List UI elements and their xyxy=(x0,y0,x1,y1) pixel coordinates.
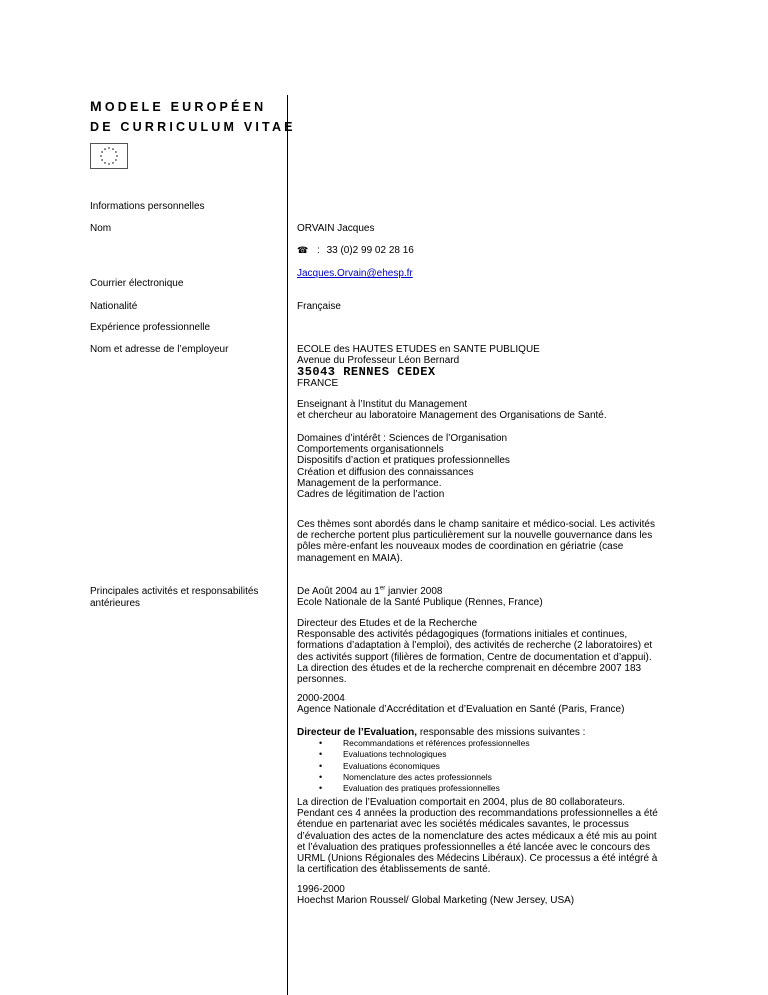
employer-role: Enseignant à l’Institut du Management et chercheur au laboratoire Management des Organisations de Santé. xyxy=(297,399,607,422)
list-item: • Evaluations économiques xyxy=(297,761,687,772)
employer-name: ECOLE des HAUTES ETUDES en SANTE PUBLIQUE xyxy=(297,344,540,355)
employer-country: FRANCE xyxy=(297,378,339,390)
label-nationality: Nationalité xyxy=(90,301,138,312)
period-2-dates: 2000-2004 xyxy=(297,693,345,704)
nationality-value: Française xyxy=(297,301,341,312)
list-item: • Nomenclature des actes professionnels xyxy=(297,772,687,783)
label-email: Courrier électronique xyxy=(90,278,184,289)
period-3 xyxy=(297,884,687,906)
period-3-org: Hoechst Marion Roussel/ Global Marketing (New Jersey, USA) xyxy=(297,895,575,907)
list-item: • Evaluations technologiques xyxy=(297,749,687,760)
column-divider xyxy=(287,95,288,995)
period-2-role: Directeur de l’Evaluation, responsable des missions suivantes : • Recommandations et références professionnelles • Evaluations technologiques • Evaluations économiques • Nomenclature des actes professionnels • Evaluation des pratiques professionnelles xyxy=(297,727,687,794)
list-item: Dispositifs d’action et pratiques professionnelles xyxy=(297,455,510,467)
themes-paragraph: Ces thèmes sont abordés dans le champ sanitaire et médico-social. Les activités de recherche portent plus particulièrement sur la nouvelle gouvernance dans les pôles mère-enfant les nouveaux modes de coordination en gériatrie (case management en MAIA). xyxy=(297,519,655,564)
period-2-description: La direction de l’Evaluation comportait en 2004, plus de 80 collaborateurs. Pendant ces 4 années la production des recommandations professionnelles a été étendue en partenariat avec les sociétés médicales savantes, le processus d’évaluation des actes de la nomenclature des actes médicaux a été mis au point et l’évaluation des pratiques professionnelles a été lancée avec le concours des URML (Unions Régionales des Médecins Libéraux). Ce processus a été intégré à la certification des établissements de santé. xyxy=(297,797,658,876)
period-1 xyxy=(297,586,687,608)
label-personal-info: Informations personnelles xyxy=(90,201,205,212)
list-item: Création et diffusion des connaissances xyxy=(297,466,474,478)
phone-number: 33 (0)2 99 02 28 16 xyxy=(326,245,414,256)
label-name: Nom xyxy=(90,223,112,234)
list-item: Domaines d’intérêt : Sciences de l’Organisation xyxy=(297,433,508,444)
period-2-org: Agence Nationale d’Accréditation et d’Evaluation en Santé (Paris, France) xyxy=(297,704,625,716)
label-employer: Nom et adresse de l’employeur xyxy=(90,344,229,355)
period-3-dates: 1996-2000 xyxy=(297,884,345,895)
list-item: Cadres de légitimation de l’action xyxy=(297,489,445,501)
employer-street: Avenue du Professeur Léon Bernard xyxy=(297,355,460,367)
eu-flag-icon xyxy=(90,143,128,169)
person-name: ORVAIN Jacques xyxy=(297,223,375,234)
title-line-1: MODELE EUROPÉEN xyxy=(90,98,267,114)
label-experience: Expérience professionnelle xyxy=(90,322,211,333)
period-2 xyxy=(297,693,687,715)
period-1-dates: De Août 2004 au 1er janvier 2008 xyxy=(297,585,443,597)
missions-list xyxy=(297,738,687,794)
phone-line: ☎ : 33 (0)2 99 02 28 16 xyxy=(297,245,414,256)
list-item: • Recommandations et références professionnelles xyxy=(297,738,687,749)
employer-city: 35043 RENNES CEDEX xyxy=(297,365,436,380)
cv-title xyxy=(90,96,296,137)
period-1-description: Directeur des Etudes et de la Recherche Responsable des activités pédagogiques (formations initiales et continues, formations d’adaptation à l’emploi), des activités de recherche (2 laboratoires) et des activités support (filières de formation, Centre de documentation et d’appui). La direction des études et de la recherche comprenait en décembre 2007 183 personnes. xyxy=(297,618,653,686)
period-1-org: Ecole Nationale de la Santé Publique (Rennes, France) xyxy=(297,597,543,609)
email-link[interactable]: Jacques.Orvain@ehesp.fr xyxy=(297,268,413,279)
list-item: Management de la performance. xyxy=(297,477,442,489)
list-item: • Evaluation des pratiques professionnelles xyxy=(297,783,687,794)
list-item: Comportements organisationnels xyxy=(297,444,444,456)
title-line-2: DE CURRICULUM VITAE xyxy=(90,120,296,134)
employer-block xyxy=(297,344,687,390)
domains-list xyxy=(297,433,687,500)
phone-icon: ☎ xyxy=(297,245,309,255)
label-previous-activities: Principales activités et responsabilités antérieures xyxy=(90,586,259,609)
